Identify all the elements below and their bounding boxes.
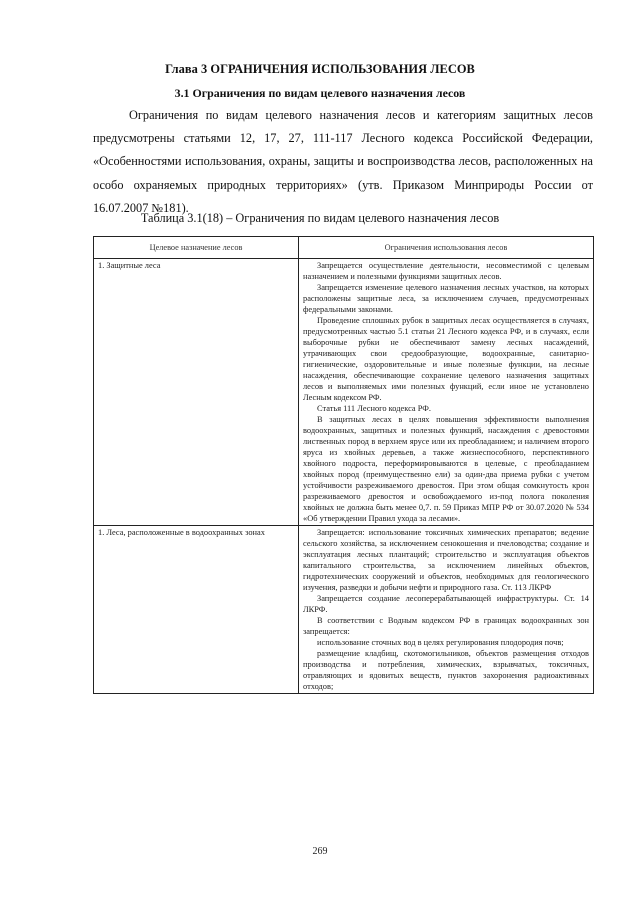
column-header: Ограничения использования лесов (299, 237, 594, 259)
restriction-paragraph: использование сточных вод в целях регулирования плодородия почв; (317, 638, 564, 647)
restriction-paragraph: В соответствии с Водным кодексом РФ в границах водоохранных зон запрещается: (303, 616, 589, 636)
restriction-paragraph: Проведение сплошных рубок в защитных лесах осуществляется в случаях, предусмотренных частью 5.1 статьи 21 Лесного кодекса РФ, и в случаях, если выборочные рубки не обеспечивают замену лесных насаждений, утрачивающих свои средообразующие, водоохранные, санитарно-гигиенические, оздоровительные и иные полезные функции, на лесные насаждения, обеспечивающие сохранение целевого назначения защитных лесов и выполняемых ими полезных функций, если иное не установлено Лесным кодексом РФ. (303, 316, 589, 402)
restrictions-table (93, 236, 594, 694)
restriction-paragraph: В защитных лесах в целях повышения эффективности выполнения водоохранных, защитных и полезных функций, насаждения с древостоями лиственных пород в верхнем ярусе или их преобладанием; и наличием второго яруса из хвойных деревьев, а также жизнеспособного, перспективного хвойного подроста, переформировываются в целевые, с преобладанием хвойных пород (преимущественно ели) за один-два приема рубки с учетом устойчивости разреживаемого древостоя. При этом общая сомкнутость крон разреживаемого древостоя и освобождаемого из-под полога поколения хвойных не должна быть менее 0,7. п. 59 Приказ МПР РФ от 30.07.2020 № 534 «Об утверждении Правил ухода за лесами». (303, 415, 589, 523)
restriction-paragraph: Статья 111 Лесного кодекса РФ. (317, 404, 431, 413)
row-restrictions (299, 526, 594, 694)
table-caption: Таблица 3.1(18) – Ограничения по видам целевого назначения лесов (140, 211, 500, 225)
restriction-paragraph: Запрещается: использование токсичных химических препаратов; ведение сельского хозяйства, за исключением сенокошения и пчеловодства; создание и эксплуатация лесных плантаций; строительство и эксплуатация объектов капитального строительства, за исключением линейных объектов, гидротехнических сооружений и объектов, необходимых для геологического изучения, разведки и добычи нефти и природного газа. Ст. 113 ЛКРФ (303, 528, 589, 592)
chapter-title: Глава 3 ОГРАНИЧЕНИЯ ИСПОЛЬЗОВАНИЯ ЛЕСОВ (165, 62, 475, 76)
row-category: 1. Леса, расположенные в водоохранных зонах (94, 526, 299, 694)
table-header-row (94, 237, 594, 259)
intro-paragraph: Ограничения по видам целевого назначения лесов и категориям защитных лесов предусмотрены статьями 12, 17, 27, 111-117 Лесного кодекса Российской Федерации, «Особенностями использования, охраны, защиты и воспроизводства лесов, расположенных на особо охраняемых природных территориях» (утв. Приказом Минприроды России от 16.07.2007 №181). (93, 108, 593, 215)
table-row (94, 526, 594, 694)
row-category: 1. Защитные леса (94, 259, 299, 526)
restriction-paragraph: Запрещается изменение целевого назначения лесных участков, на которых расположены защитные леса, за исключением случаев, предусмотренных федеральными законами. (303, 283, 589, 314)
row-restrictions (299, 259, 594, 526)
page-number: 269 (312, 846, 328, 857)
column-header: Целевое назначение лесов (94, 237, 299, 259)
section-title: 3.1 Ограничения по видам целевого назначения лесов (174, 86, 466, 100)
restriction-paragraph: размещение кладбищ, скотомогильников, объектов размещения отходов производства и потребления, химических, взрывчатых, токсичных, отравляющих и ядовитых веществ, пунктов захоронения радиоактивных отходов; (303, 649, 589, 691)
restriction-paragraph: Запрещается осуществление деятельности, несовместимой с целевым назначением и полезными функциями защитных лесов. (303, 261, 589, 281)
restriction-paragraph: Запрещается создание лесоперерабатывающей инфраструктуры. Ст. 14 ЛКРФ. (303, 594, 589, 614)
table-row (94, 259, 594, 526)
